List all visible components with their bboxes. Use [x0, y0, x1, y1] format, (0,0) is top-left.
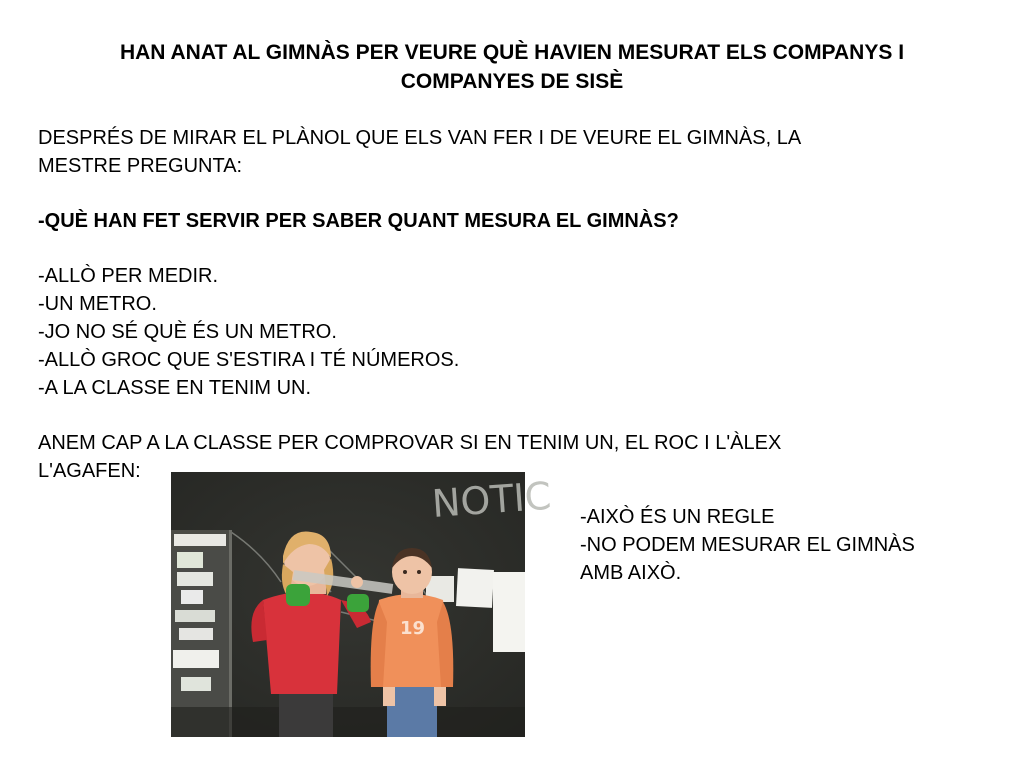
answer-line-4: -ALLÒ GROC QUE S'ESTIRA I TÉ NÚMEROS. [38, 349, 460, 371]
classroom-photo [171, 472, 553, 737]
answer-line-3: -JO NO SÉ QUÈ ÉS UN METRO. [38, 321, 337, 343]
hoodie-number: 19 [400, 618, 426, 639]
paper-sheet [493, 572, 525, 652]
intro-line-1: DESPRÉS DE MIRAR EL PLÀNOL QUE ELS VAN FER I DE VEURE EL GIMNÀS, LA [38, 127, 802, 149]
classroom-photo-illustration [171, 472, 553, 737]
answer-line-1: -ALLÒ PER MEDIR. [38, 265, 219, 287]
response-line-3: AMB AIXÒ. [580, 562, 682, 584]
board-chalk-text: NOTIC [430, 473, 553, 526]
answer-line-5: -A LA CLASSE EN TENIM UN. [38, 377, 312, 399]
paper-sheet [456, 568, 494, 608]
followup-line-1: ANEM CAP A LA CLASSE PER COMPROVAR SI EN TENIM UN, EL ROC I L'ÀLEX [38, 432, 782, 454]
question-text: -QUÈ HAN FET SERVIR PER SABER QUANT MESURA EL GIMNÀS? [38, 210, 679, 232]
slide-title [20, 38, 1004, 96]
title-line-2: COMPANYES DE SISÈ [400, 70, 624, 93]
answer-line-2: -UN METRO. [38, 293, 157, 315]
response-line-1: -AIXÒ ÉS UN REGLE [580, 506, 775, 528]
response-line-2: -NO PODEM MESURAR EL GIMNÀS [580, 534, 915, 556]
followup-line-2: L'AGAFEN: [38, 460, 141, 482]
green-sleeve [286, 584, 310, 606]
title-line-1: HAN ANAT AL GIMNÀS PER VEURE QUÈ HAVIEN MESURAT ELS COMPANYS I [119, 41, 905, 64]
intro-line-2: MESTRE PREGUNTA: [38, 155, 243, 177]
